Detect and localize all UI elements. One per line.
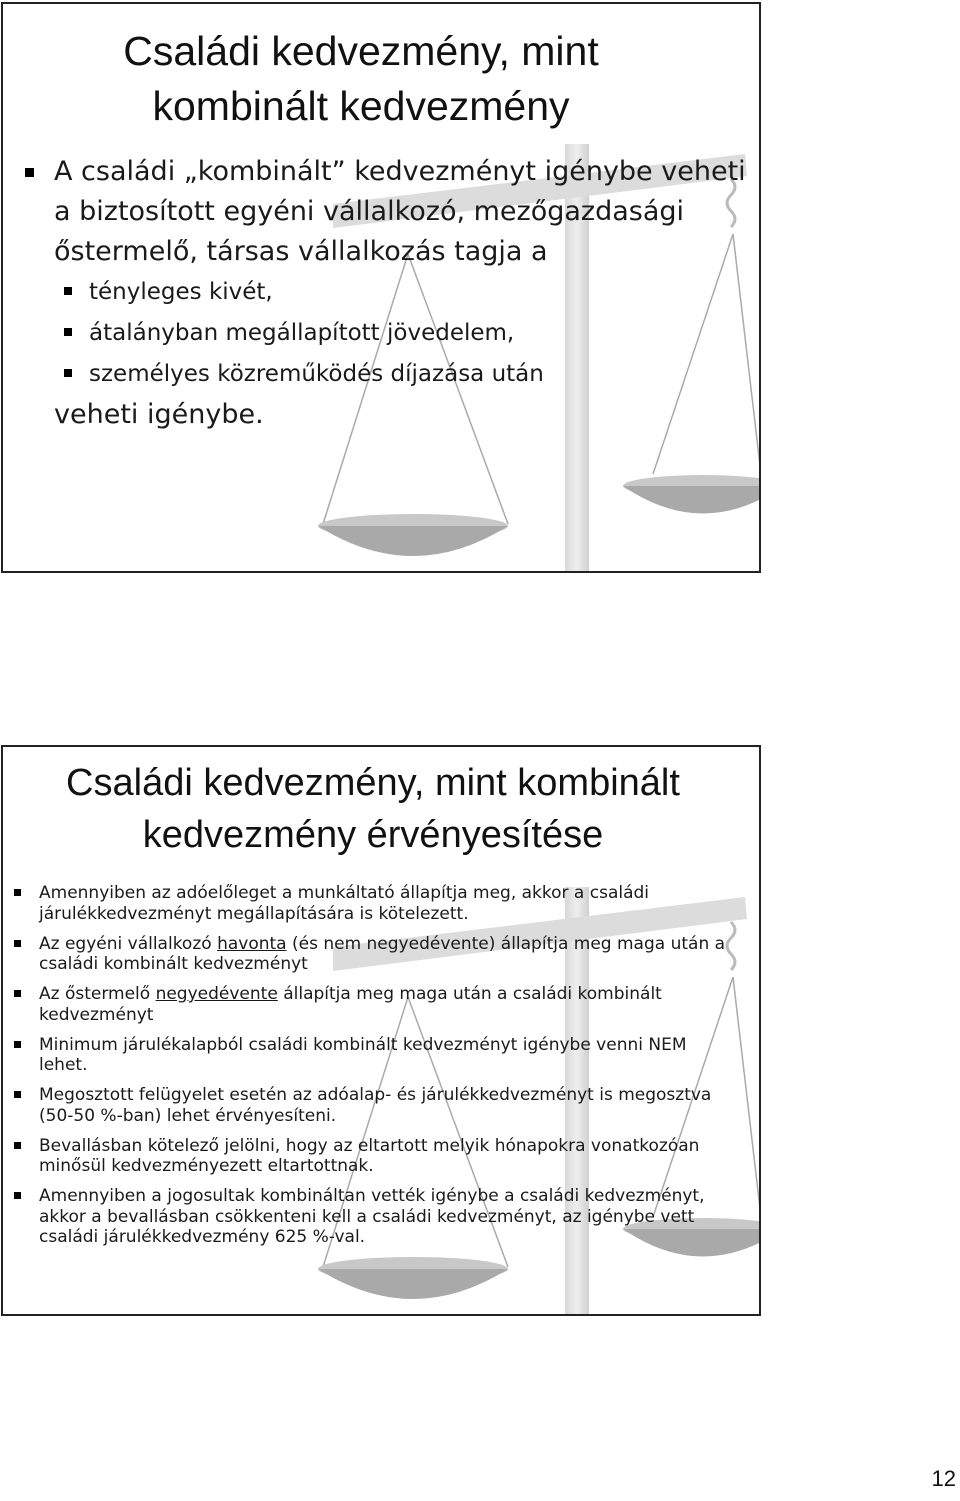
slide-2	[1, 745, 761, 1316]
bullet-text: Minimum járulékalapból családi kombinált kedvezményt igénybe venni NEM lehet.	[39, 1034, 687, 1075]
underlined-text: negyedévente	[155, 984, 278, 1004]
underlined-text: havonta	[217, 933, 287, 954]
square-bullet-icon	[14, 990, 21, 997]
bullet-text: (és nem negyedévente) állapítja meg maga után a családi kombinált kedvezményt	[39, 933, 726, 974]
bullet-text: állapítja meg maga után a családi kombinált kedvezményt	[39, 984, 662, 1025]
title-line-2: kombinált kedvezmény	[152, 83, 570, 129]
square-bullet-icon	[14, 1142, 21, 1149]
bullet-text: Az őstermelő	[39, 984, 156, 1004]
list-item	[3, 1136, 739, 1177]
page-number: 12	[931, 1466, 956, 1491]
square-bullet-icon	[14, 940, 21, 947]
list-item	[3, 984, 739, 1025]
intro-text: A családi „kombinált” kedvezményt igénybe veheti a biztosított egyéni vállalkozó, mezőgazdasági őstermelő, társas vállalkozás tagja a	[54, 156, 746, 267]
square-bullet-icon	[14, 1091, 21, 1098]
square-bullet-icon	[14, 1192, 21, 1199]
sub-item-text: átalányban megállapított jövedelem,	[89, 320, 515, 346]
sub-item-text: személyes közreműködés díjazása után	[89, 361, 544, 387]
square-bullet-icon	[64, 328, 72, 336]
bullet-text: Az egyéni vállalkozó	[39, 933, 218, 954]
bullet-text: Amennyiben az adóelőleget a munkáltató állapítja meg, akkor a családi járulékkedvezményt megállapítására is kötelezett.	[39, 883, 650, 924]
bullet-text: Amennyiben a jogosultak kombináltan vették igénybe a családi kedvezményt, akkor a bevallásban csökkenteni kell a családi kedvezményt, az igénybe vett családi járulékkedvezmény 625 %-val.	[39, 1186, 705, 1247]
intro-bullet	[3, 152, 759, 272]
list-item	[3, 883, 739, 924]
square-bullet-icon	[64, 287, 72, 295]
list-item	[3, 1085, 739, 1126]
list-item	[3, 1035, 739, 1076]
sub-item-text: tényleges kivét,	[89, 279, 273, 305]
title-line-1: Családi kedvezmény, mint kombinált	[66, 762, 680, 804]
sub-bullet	[3, 354, 759, 395]
slide-2-title	[3, 747, 738, 861]
bullet-text: Megosztott felügyelet esetén az adóalap- és járulékkedvezményt is megosztva (50-50 %-ban) lehet érvényesíteni.	[39, 1085, 712, 1126]
list-item	[3, 934, 739, 975]
bullet-list	[3, 883, 759, 1248]
title-line-1: Családi kedvezmény, mint	[123, 28, 599, 74]
square-bullet-icon	[25, 168, 34, 177]
tail-text: veheti igénybe.	[54, 399, 264, 430]
square-bullet-icon	[14, 889, 21, 896]
square-bullet-icon	[14, 1041, 21, 1048]
square-bullet-icon	[64, 369, 72, 377]
slide-1	[1, 2, 761, 573]
sub-bullet	[3, 272, 759, 313]
bullet-text: Bevallásban kötelező jelölni, hogy az eltartott melyik hónapokra vonatkozóan minősül kedvezményezett eltartottnak.	[39, 1135, 700, 1176]
sub-bullet	[3, 313, 759, 354]
slide-1-title	[3, 4, 711, 134]
title-line-2: kedvezmény érvényesítése	[142, 814, 604, 856]
list-item	[3, 1186, 739, 1248]
